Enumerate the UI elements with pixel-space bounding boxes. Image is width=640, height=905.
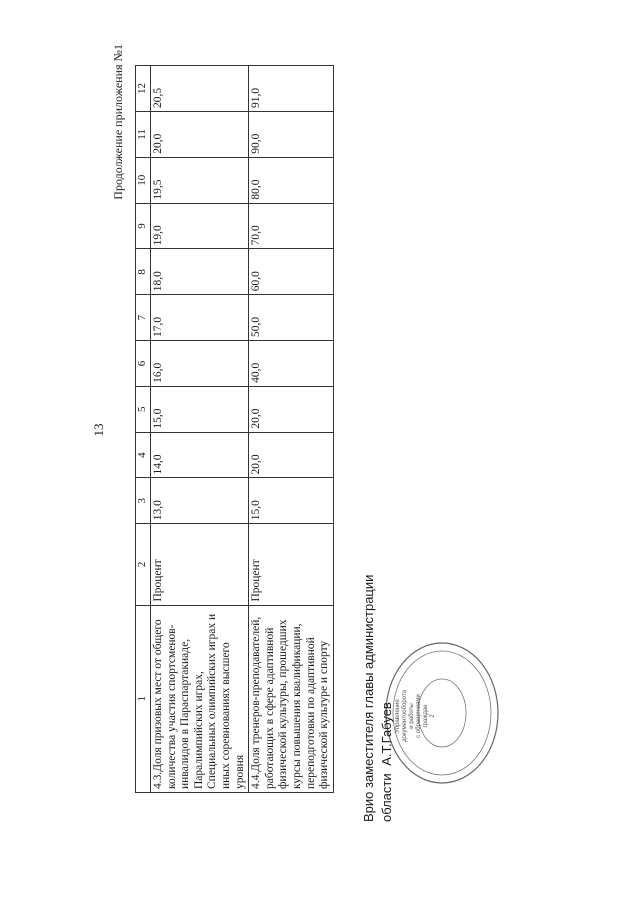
col-header: 5 xyxy=(136,386,151,432)
indicator-value: 40,0 xyxy=(249,341,334,387)
col-header: 8 xyxy=(136,249,151,295)
signatory-name: А.Т.Габуев xyxy=(379,702,394,766)
table-row xyxy=(151,66,249,793)
indicator-value: 91,0 xyxy=(249,66,334,112)
indicator-value: 19,0 xyxy=(151,203,249,249)
indicator-value: 90,0 xyxy=(249,111,334,157)
table-row xyxy=(249,66,334,793)
indicator-unit: Процент xyxy=(151,524,249,605)
table-header-row xyxy=(136,66,151,793)
col-header: 4 xyxy=(136,432,151,478)
appendix-caption: Продолжение приложения №1 xyxy=(111,44,125,200)
stamp-line: с обращениями xyxy=(416,694,422,738)
col-header: 7 xyxy=(136,295,151,341)
indicator-description: 4.3.Доля призовых мест от общего количества участия спортсменов-инвалидов в Параспартакиаде, Паралимпийских играх, Специальных олимпийских играх и иных соревнованиях высшего уровня xyxy=(151,605,249,792)
stamp-line: документооборота xyxy=(402,690,408,742)
stamp-line: 2 xyxy=(430,714,436,718)
indicator-value: 15,0 xyxy=(249,478,334,524)
indicator-value: 20,0 xyxy=(249,432,334,478)
col-header: 3 xyxy=(136,478,151,524)
indicator-value: 17,0 xyxy=(151,295,249,341)
indicator-value: 60,0 xyxy=(249,249,334,295)
indicator-value: 14,0 xyxy=(151,432,249,478)
stamp-line: граждан xyxy=(423,704,429,728)
indicator-value: 20,5 xyxy=(151,66,249,112)
col-header: 10 xyxy=(136,157,151,203)
indicator-value: 20,0 xyxy=(249,386,334,432)
indicator-value: 70,0 xyxy=(249,203,334,249)
stamp-line: и работы xyxy=(409,703,415,729)
indicator-value: 18,0 xyxy=(151,249,249,295)
indicator-value: 50,0 xyxy=(249,295,334,341)
official-stamp xyxy=(382,638,502,788)
indicator-value: 15,0 xyxy=(151,386,249,432)
col-header: 1 xyxy=(136,605,151,792)
indicator-table xyxy=(135,65,334,793)
indicator-value: 80,0 xyxy=(249,157,334,203)
indicator-value: 16,0 xyxy=(151,341,249,387)
col-header: 12 xyxy=(136,66,151,112)
indicator-value: 19,5 xyxy=(151,157,249,203)
indicator-unit: Процент xyxy=(249,524,334,605)
col-header: 6 xyxy=(136,341,151,387)
stamp-inner-text xyxy=(395,683,491,749)
indicator-value: 13,0 xyxy=(151,478,249,524)
col-header: 11 xyxy=(136,111,151,157)
signature-block xyxy=(360,522,396,822)
table-container xyxy=(135,65,335,793)
col-header: 2 xyxy=(136,524,151,605)
page-number: 13 xyxy=(91,423,106,437)
stamp-line: Управление xyxy=(395,699,401,733)
indicator-description: 4.4.Доля тренеров-преподавателей, работающих в сфере адаптивной физической культуры, прошедших курсы повышения квалификации, переподготовки по адаптивной физической культуре и спорту xyxy=(249,605,334,792)
signature-position-cont: области xyxy=(379,773,394,822)
signature-position: Врио заместителя главы администрации xyxy=(361,574,376,822)
col-header: 9 xyxy=(136,203,151,249)
indicator-value: 20,0 xyxy=(151,111,249,157)
